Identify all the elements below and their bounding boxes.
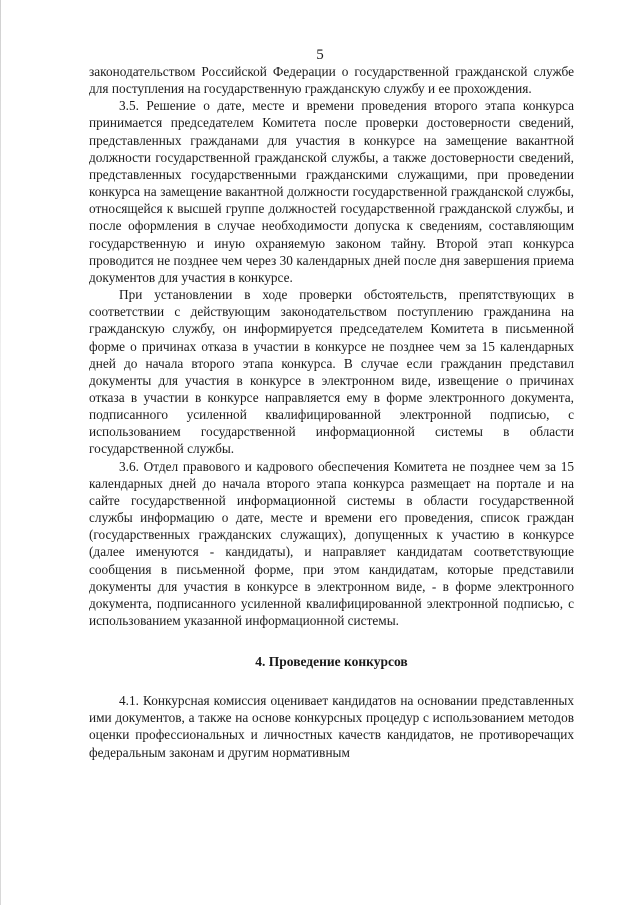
paragraph-4-1: 4.1. Конкурсная комиссия оценивает кандидатов на основании представленных ими документов, а также на основе конкурсных процедур с использованием методов оценки профессиональных и личностных качеств кандидатов, не противоречащих федеральным законам и другим нормативным: [89, 693, 574, 760]
paragraph-3-6: 3.6. Отдел правового и кадрового обеспечения Комитета не позднее чем за 15 календарных дней до начала второго этапа конкурса размещает на портале и на сайте государственной информационной системы в области государственной службы информацию о дате, месте и времени его проведения, список граждан (государственных гражданских служащих), допущенных к участию в конкурсе (далее именуются - кандидаты), и направляет кандидатам соответствующие сообщения в письменной форме, при этом кандидатам, которые представили документы для участия в конкурсе в электронном виде, - в форме электронного документа, подписанного усиленной квалифицированной электронной подписью, с использованием указанной информационной системы.: [89, 458, 574, 628]
page-number: 5: [316, 47, 324, 63]
section-heading: 4. Проведение конкурсов: [255, 654, 408, 670]
scan-edge-shadow: [0, 0, 1, 905]
document-body: [89, 63, 574, 761]
paragraph-3-5-refusal: При установлении в ходе проверки обстоятельств, препятствующих в соответствии с действующим законодательством поступлению гражданина на гражданскую службу, он информируется председателем Комитета в письменной форме о причинах отказа в участии в конкурсе не позднее чем за 15 календарных дней до начала второго этапа конкурса. В случае если гражданин представил документы для участия в конкурсе в электронном виде, извещение о причинах отказа в участии в конкурсе направляется ему в форме электронного документа, подписанного усиленной квалифицированной электронной подписью, с использованием государственной информационной системы в области государственной службы.: [89, 287, 574, 457]
paragraph-3-5: 3.5. Решение о дате, месте и времени проведения второго этапа конкурса принимается председателем Комитета после проверки достоверности сведений, представленных гражданами для участия в конкурсе на замещение вакантной должности государственной гражданской службы, а также достоверности сведений, представленных государственными гражданскими служащими, при проведении конкурса на замещение вакантной должности государственной гражданской службы, относящейся к высшей группе должностей государственной гражданской службы, и после оформления в случае необходимости допуска к сведениям, составляющим государственную и иную охраняемую законом тайну. Второй этап конкурса проводится не позднее чем через 30 календарных дней после дня завершения приема документов для участия в конкурсе.: [89, 98, 574, 285]
paragraph-continuation: законодательством Российской Федерации о государственной гражданской службе для поступления на государственную гражданскую службу и ее прохождения.: [89, 64, 574, 97]
